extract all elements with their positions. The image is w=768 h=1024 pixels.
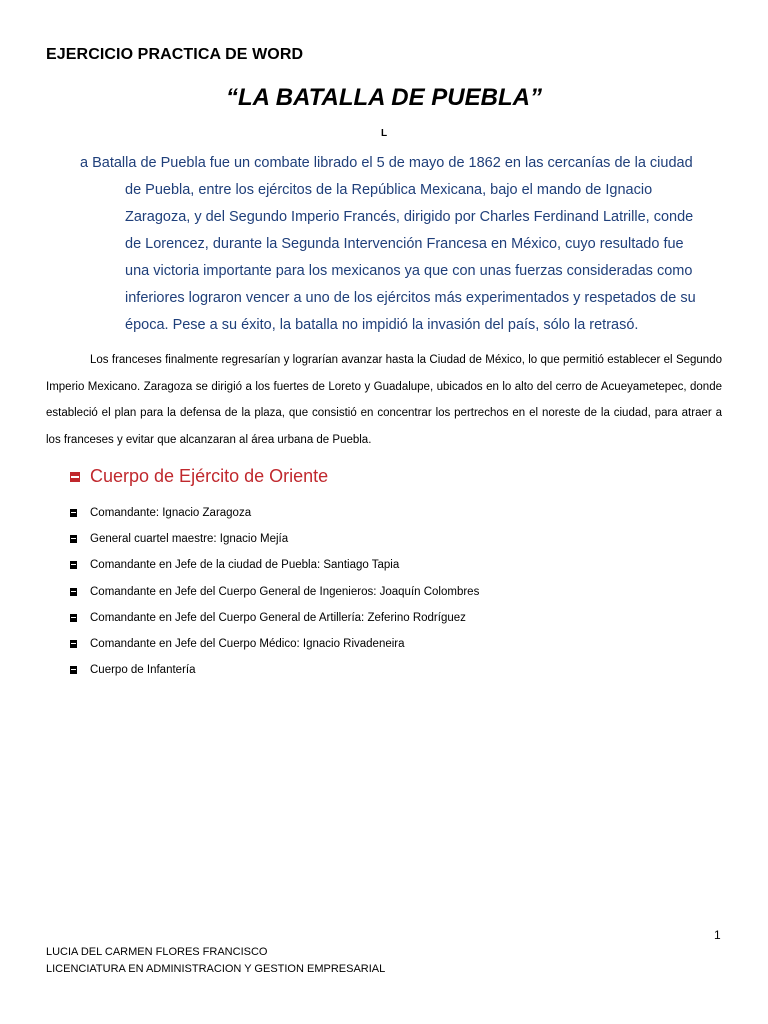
list-item	[70, 631, 479, 657]
list-item-text: General cuartel maestre: Ignacio Mejía	[90, 533, 289, 546]
square-bullet-icon	[70, 472, 80, 482]
square-bullet-icon	[70, 614, 77, 622]
intro-paragraph	[80, 150, 722, 339]
list-item	[70, 526, 479, 552]
drop-cap-letter: L	[380, 128, 388, 139]
square-bullet-icon	[70, 588, 77, 596]
list-item-text: Comandante en Jefe del Cuerpo General de Ingenieros: Joaquín Colombres	[90, 585, 480, 598]
square-bullet-icon	[70, 640, 77, 648]
list-item-text: Comandante en Jefe de la ciudad de Puebla: Santiago Tapia	[90, 559, 400, 572]
intro-line: de Puebla, entre los ejércitos de la República Mexicana, bajo el mando de Ignacio	[125, 182, 653, 198]
square-bullet-icon	[70, 535, 77, 543]
footer-program: LICENCIATURA EN ADMINISTRACION Y GESTION EMPRESARIAL	[46, 963, 386, 975]
list-item-text: Comandante en Jefe del Cuerpo General de Artillería: Zeferino Rodríguez	[90, 611, 466, 624]
commanders-list	[70, 500, 479, 683]
list-item	[70, 579, 479, 605]
list-item	[70, 500, 479, 526]
body-paragraph: Los franceses finalmente regresarían y lograrían avanzar hasta la Ciudad de México, lo que permitió establecer el Segundo Imperio Mexicano. Zaragoza se dirigió a los fuertes de Loreto y Guadalupe, ubicados en lo alto del cerro de Acueyametepec, donde estableció el plan para la defensa de la plaza, que consistió en concentrar los pertrechos en el noreste de la ciudad, para atraer a los franceses y evitar que alcanzaran al área urbana de Puebla.	[46, 354, 722, 446]
list-item	[70, 605, 479, 631]
page-number: 1	[714, 928, 721, 942]
list-item	[70, 552, 479, 578]
intro-line: época. Pese a su éxito, la batalla no impidió la invasión del país, sólo la retrasó.	[125, 317, 639, 333]
square-bullet-icon	[70, 666, 77, 674]
list-item	[70, 657, 479, 683]
square-bullet-icon	[70, 509, 77, 517]
square-bullet-icon	[70, 561, 77, 569]
list-item-text: Comandante: Ignacio Zaragoza	[90, 507, 252, 520]
section-heading-text: Cuerpo de Ejército de Oriente	[90, 466, 329, 486]
list-item-text: Cuerpo de Infantería	[90, 664, 196, 677]
intro-line: una victoria importante para los mexicanos ya que con unas fuerzas consideradas como	[125, 263, 693, 279]
intro-line: Zaragoza, y del Segundo Imperio Francés, dirigido por Charles Ferdinand Latrille, conde	[125, 209, 694, 225]
section-heading	[70, 466, 328, 487]
page-footer	[46, 944, 385, 978]
intro-line: a Batalla de Puebla fue un combate librado el 5 de mayo de 1862 en las cercanías de la ciudad	[80, 155, 693, 171]
footer-author-name: LUCIA DEL CARMEN FLORES FRANCISCO	[46, 946, 268, 958]
document-title: “LA BATALLA DE PUEBLA”	[226, 84, 542, 111]
document-heading: EJERCICIO PRACTICA DE WORD	[46, 46, 304, 63]
intro-line: inferiores lograron vencer a uno de los ejércitos más experimentados y respetados de su	[125, 290, 696, 306]
intro-line: de Lorencez, durante la Segunda Intervención Francesa en México, cuyo resultado fue	[125, 236, 684, 252]
list-item-text: Comandante en Jefe del Cuerpo Médico: Ignacio Rivadeneira	[90, 638, 405, 651]
